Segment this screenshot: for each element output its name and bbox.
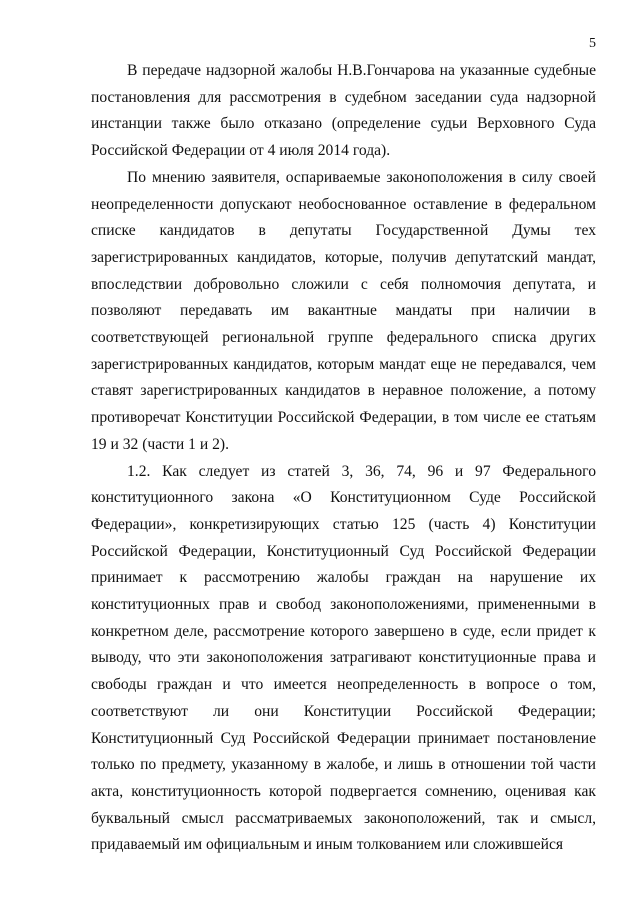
document-body (91, 58, 596, 859)
page-number: 5 (589, 36, 596, 51)
paragraph-1: В передаче надзорной жалобы Н.В.Гончарова на указанные судебные постановления для рассмотрения в судебном заседании суда надзорной инстанции также было отказано (определение судьи Верховного Суда Российской Федерации от 4 июля 2014 года). (91, 62, 596, 160)
paragraph-2: По мнению заявителя, оспариваемые законоположения в силу своей неопределенности допускают необоснованное оставление в федеральном списке кандидатов в депутаты Государственной Думы тех зарегистрированных кандидатов, которые, получив депутатский мандат, впоследствии добровольно сложили с себя полномочия депутата, и позволяют передавать им вакантные мандаты при наличии в соответствующей региональной группе федерального списка других зарегистрированных кандидатов, которым мандат еще не передавался, чем ставят зарегистрированных кандидатов в неравное положение, а потому противоречат Конституции Российской Федерации, в том числе ее статьям 19 и 32 (части 1 и 2). (91, 168, 596, 453)
paragraph-3: 1.2. Как следует из статей 3, 36, 74, 96 и 97 Федерального конституционного закона «О Конституционном Суде Российской Федерации», конкретизирующих статью 125 (часть 4) Конституции Российской Федерации, Конституционный Суд Российской Федерации принимает к рассмотрению жалобы граждан на нарушение их конституционных прав и свобод законоположениями, примененными в конкретном деле, рассмотрение которого завершено в суде, если придет к выводу, что эти законоположения затрагивают конституционные права и свободы граждан и что имеется неопределенность в вопросе о том, соответствуют ли они Конституции Российской Федерации; Конституционный Суд Российской Федерации принимает постановление только по предмету, указанному в жалобе, и лишь в отношении той части акта, конституционность которой подвергается сомнению, оценивая как буквальный смысл рассматриваемых законоположений, так и смысл, придаваемый им официальным и иным толкованием или сложившейся (91, 462, 596, 854)
